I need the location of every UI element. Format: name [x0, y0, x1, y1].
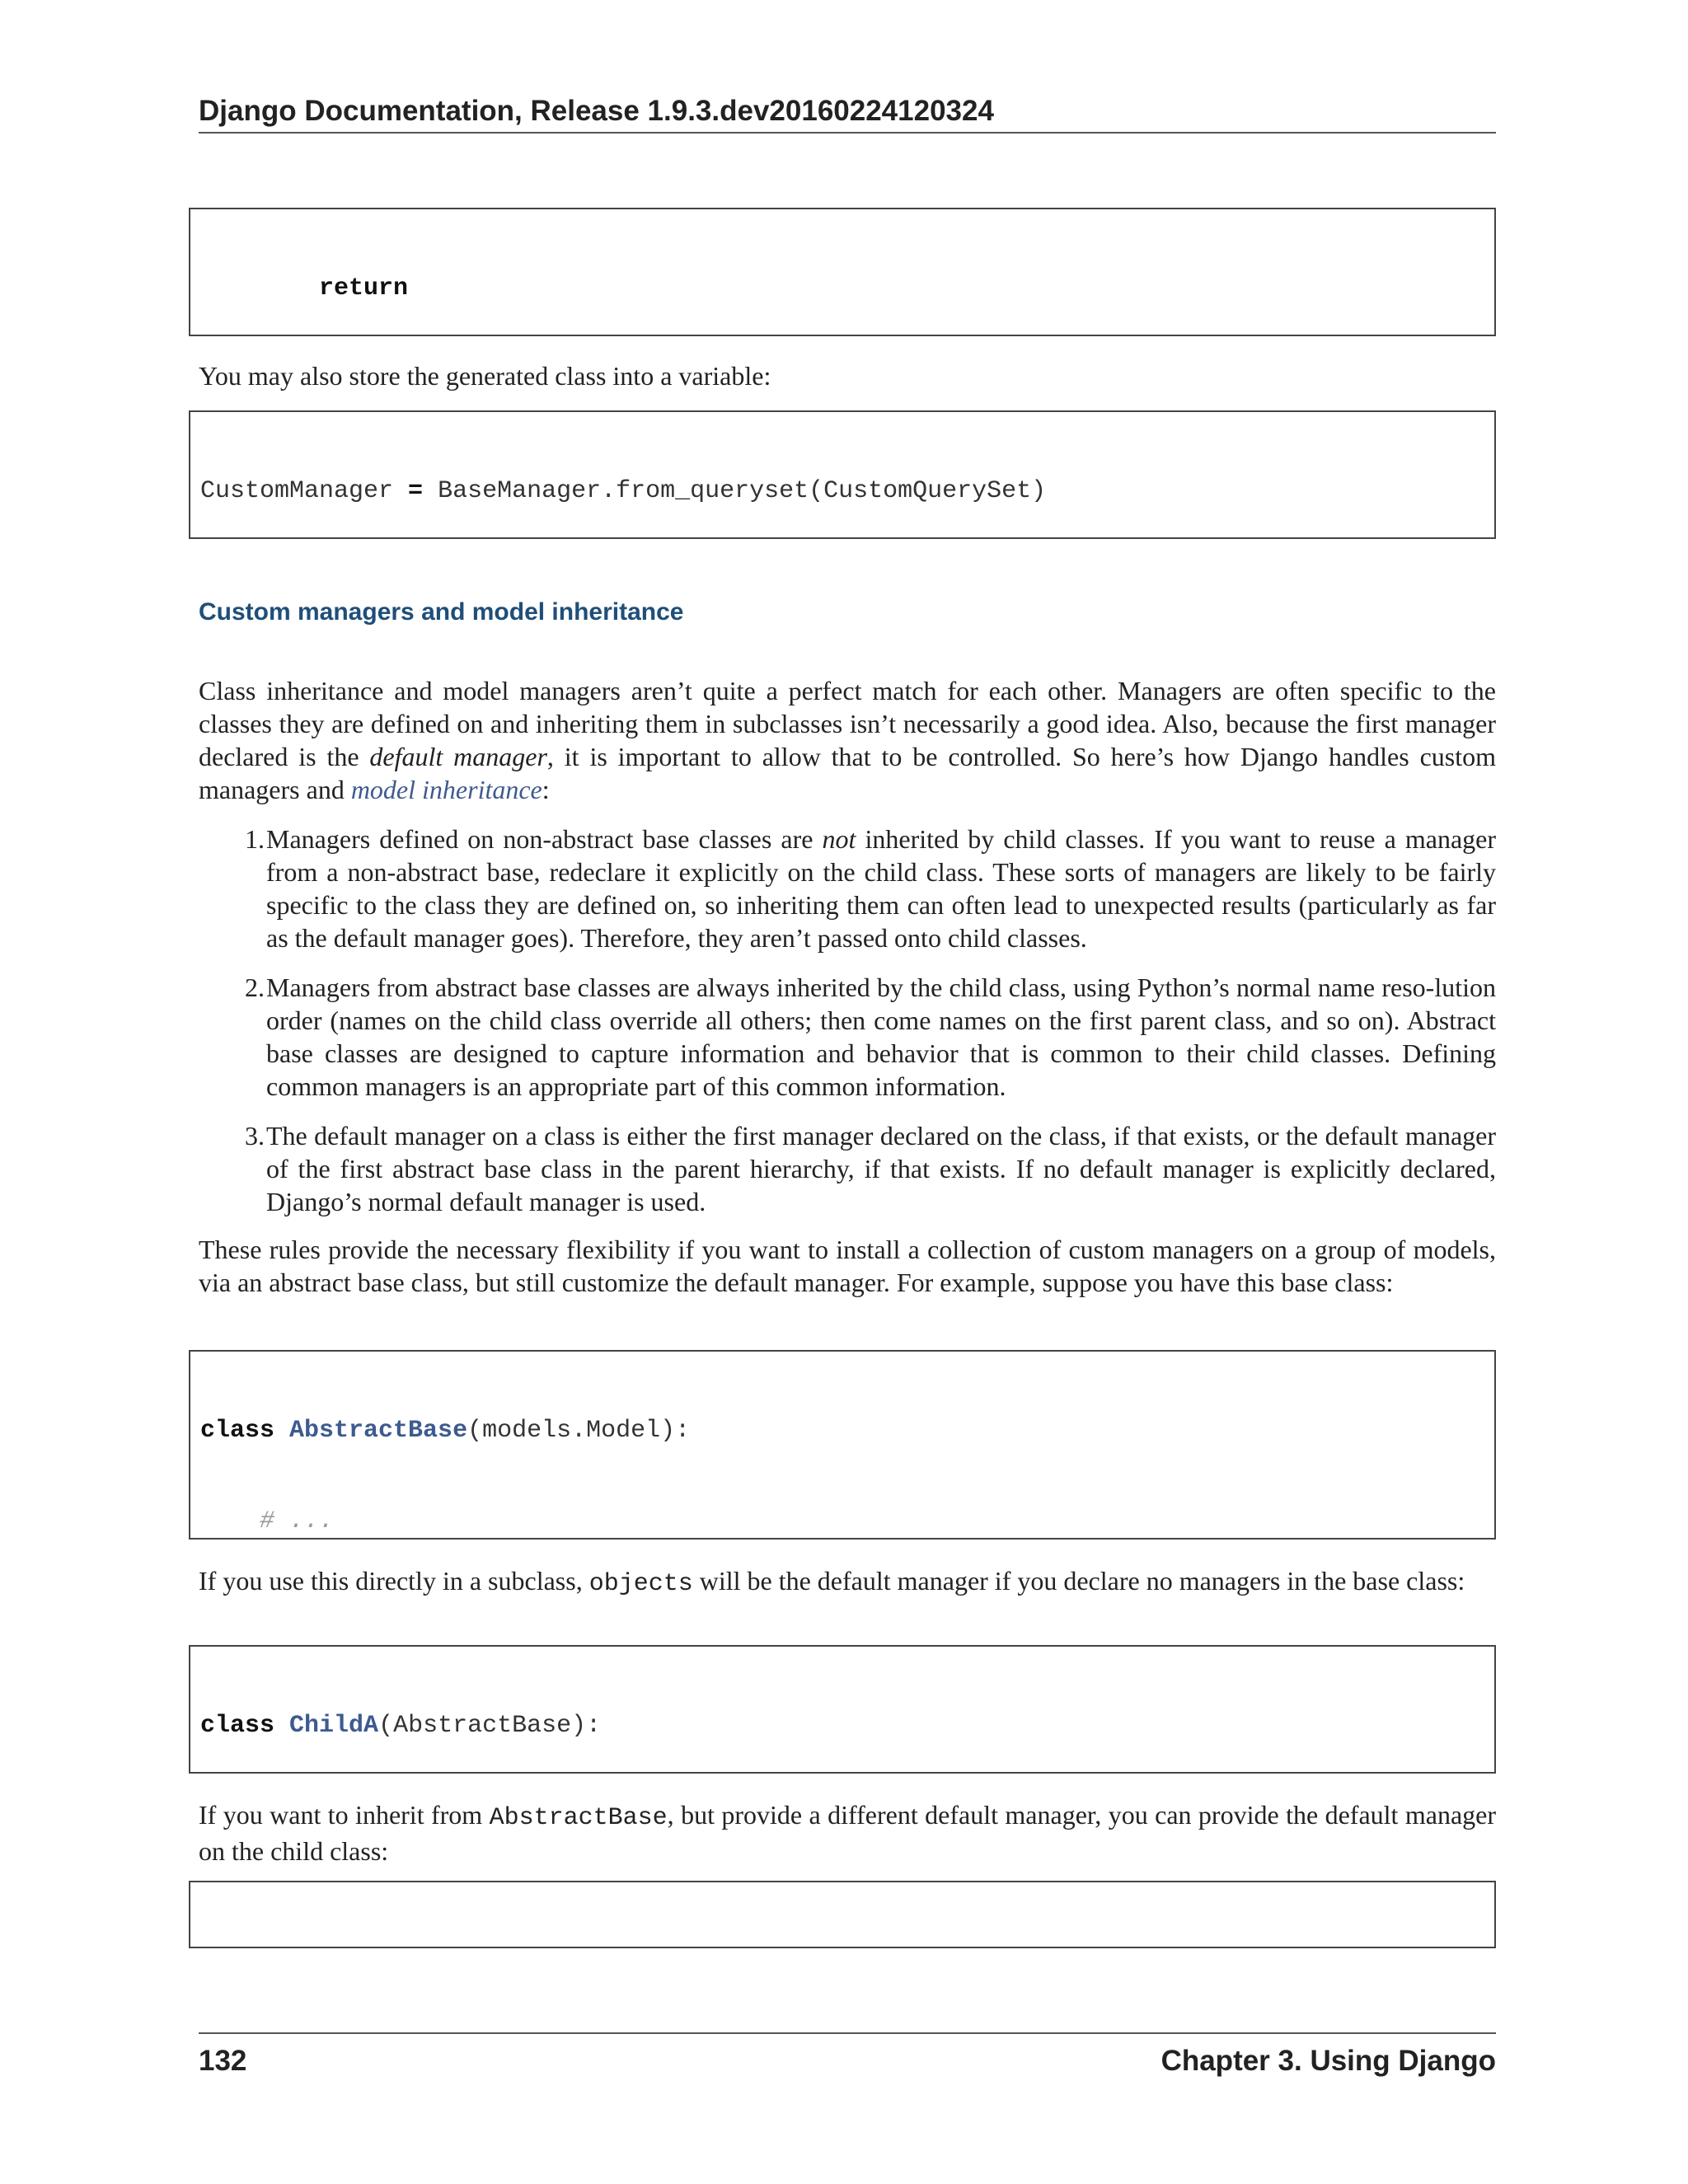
- list-item-text: The default manager on a class is either the first manager declared on the class, if that exists, or the default manager of the first abstract base class in the parent hierarchy, if that exists. If no default manager is explicitly declared, Django’s normal default manager is used.: [266, 1121, 1496, 1216]
- page-number: 132: [199, 2045, 247, 2077]
- chapter-title: Chapter 3. Using Django: [1160, 2045, 1496, 2077]
- paragraph-text: will be the default manager if you declare no managers in the base class:: [692, 1566, 1465, 1596]
- paragraph: These rules provide the necessary flexibility if you want to install a collection of custom managers on a group of models, via an abstract base class, but still customize the default manager. For example, suppose you have this base class:: [199, 1235, 1496, 1297]
- running-header: [199, 92, 1496, 134]
- paragraph-text: Class inheritance and model managers aren’t quite a perfect match for each other. Managers are often specific to the classes they are defined on and inheriting them in subclasses isn’t necessarily a good idea. Also, because the first manager declared is the: [199, 676, 1496, 771]
- code-keyword: class: [200, 1417, 275, 1445]
- paragraph: You may also store the generated class into a variable:: [199, 361, 771, 391]
- header-title: Django Documentation, Release 1.9.3.dev20160224120324: [199, 95, 994, 127]
- running-footer: [199, 2032, 1496, 2080]
- inline-code: AbstractBase: [489, 1804, 668, 1832]
- code-operator: =: [408, 477, 424, 505]
- code-text: [378, 1947, 601, 1948]
- code-keyword: class: [200, 1712, 275, 1740]
- list-item: [199, 1119, 1496, 1218]
- emphasis-text: default manager: [369, 742, 547, 771]
- list-item: [199, 971, 1496, 1103]
- inline-code: objects: [588, 1570, 693, 1598]
- paragraph-text: , it is important to allow that to be controlled. So here’s how Django handles custom managers and: [199, 742, 1497, 804]
- code-keyword: [200, 1947, 274, 1948]
- list-number: 2.: [245, 972, 265, 1002]
- model-inheritance-link[interactable]: model inheritance: [350, 775, 542, 804]
- code-text: (models.Model):: [467, 1417, 691, 1445]
- emphasis-text: not: [822, 824, 856, 854]
- paragraph-text: If you use this directly in a subclass,: [199, 1566, 589, 1596]
- code-text: BaseManager.from_queryset(CustomQuerySet): [423, 477, 1047, 505]
- code-keyword: return: [319, 274, 409, 302]
- code-block: [189, 1645, 1496, 1774]
- code-class-name: [289, 1947, 378, 1948]
- code-block: [189, 1881, 1496, 1948]
- code-block: [189, 410, 1496, 539]
- list-item-text: Managers from abstract base classes are always inherited by the child class, using Python’s normal name reso-lution order (names on the child class override all others; then come names on the first parent class, and so on). Abstract base classes are designed to capture information and behavior that is common to their child classes. Defining common managers is an appropriate part of this common information.: [266, 972, 1496, 1101]
- paragraph-text: :: [542, 775, 550, 804]
- paragraph: [199, 1798, 1496, 1868]
- code-class-name: ChildA: [289, 1712, 379, 1740]
- code-comment: # ...: [260, 1507, 335, 1535]
- section-heading: Custom managers and model inheritance: [199, 598, 684, 626]
- list-text: inherited by child classes. If you want to reuse a manager from a non-abstract base, redeclare it explicitly on the child class. These sorts of managers are likely to be fairly specific to the class they are defined on, so inheriting them can often lead to unexpected results (particularly as far as the default manager goes). Therefore, they aren’t passed onto child classes.: [266, 824, 1497, 953]
- list-text: Managers defined on non-abstract base classes are: [266, 824, 823, 854]
- list-number: 1.: [245, 824, 265, 854]
- code-class-name: AbstractBase: [289, 1417, 468, 1445]
- code-text: CustomManager: [200, 477, 409, 505]
- list-number: 3.: [245, 1121, 265, 1151]
- code-block: [189, 208, 1496, 336]
- code-text: (AbstractBase):: [378, 1712, 602, 1740]
- paragraph: [199, 1564, 1496, 1601]
- list-item: [199, 823, 1496, 954]
- paragraph: [199, 674, 1496, 806]
- list-item-text: [266, 823, 1496, 954]
- paragraph-text: If you want to inherit from: [199, 1800, 490, 1830]
- code-block: [189, 1350, 1496, 1540]
- paragraph-text: , but provide a different default manager, you can provide the default manager on the child class:: [199, 1800, 1497, 1866]
